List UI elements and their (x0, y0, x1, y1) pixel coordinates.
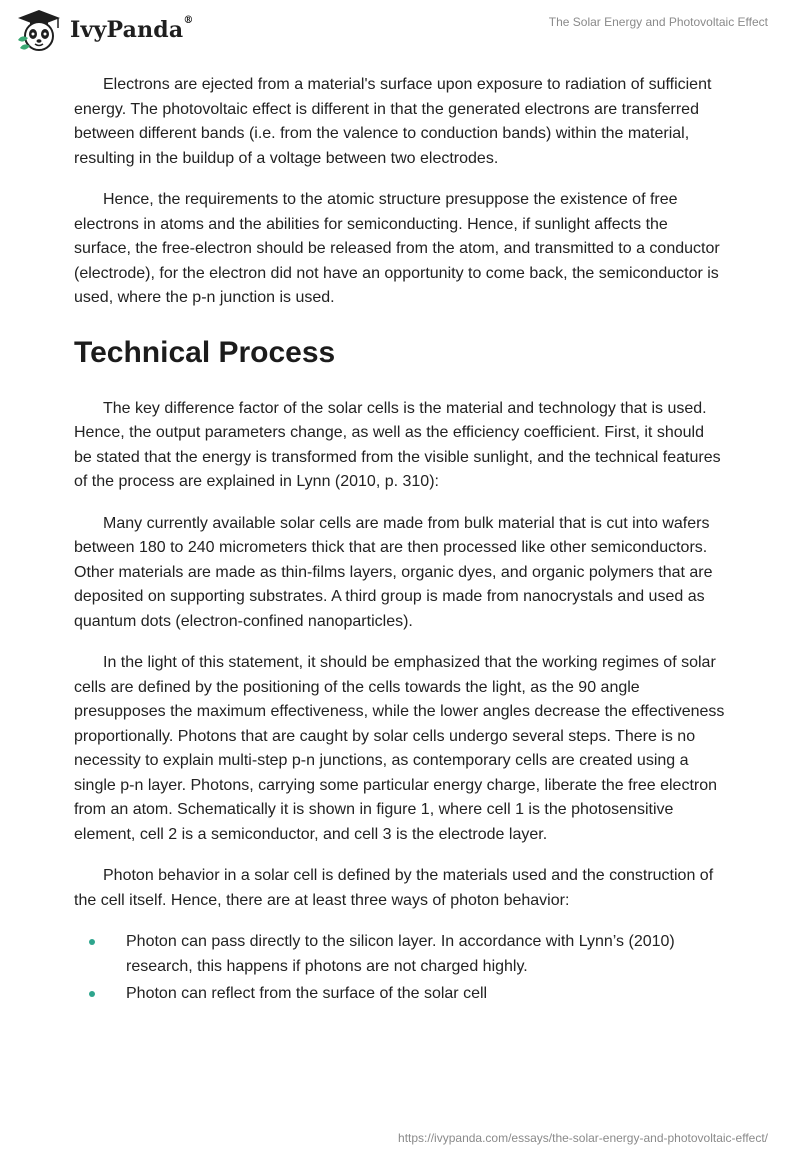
list-item (74, 930, 726, 979)
section-heading: Technical Process (74, 335, 336, 369)
document-title: The Solar Energy and Photovoltaic Effect (548, 15, 768, 29)
bullet-icon (89, 939, 95, 945)
paragraph: The key difference factor of the solar cells is the material and technology that is used. Hence, the output parameters change, as well as the efficiency coefficient. First, it should be stated that the energy is transformed from the visible sunlight, and the technical features of the process are explained in Lynn (2010, p. 310): (74, 399, 721, 490)
registered-mark: ® (183, 15, 194, 26)
ivypanda-logo[interactable] (14, 8, 194, 52)
brand-name: IvyPanda® (70, 15, 194, 43)
panda-graduate-icon (14, 8, 64, 52)
page-header (0, 0, 800, 64)
paragraph: Hence, the requirements to the atomic structure presuppose the existence of free electrons in atoms and the abilities for semiconducting. Hence, if sunlight affects the surface, the free-electron should be released from the atom, and transmitted to a conductor (electrode), for the electron did not have an opportunity to come back, the semiconductor is used, where the p-n junction is used. (74, 191, 720, 306)
bullet-list (74, 930, 726, 1007)
paragraph: In the light of this statement, it should be emphasized that the working regimes of solar cells are defined by the positioning of the cells towards the light, as the 90 angle presupposes the maximum effectiveness, while the lower angles decrease the effectiveness proportionally. Photons that are caught by solar cells undergo several steps. There is no necessity to explain multi-step p-n junctions, as contemporary cells are created using a single p-n layer. Photons, carrying some particular energy charge, liberate the free electron from an atom. Schematically it is shown in figure 1, where cell 1 is the photosensitive element, cell 2 is a semiconductor, and cell 3 is the electrode layer. (74, 654, 725, 843)
list-item-text: Photon can reflect from the surface of the solar cell (126, 985, 488, 1002)
paragraph: Photon behavior in a solar cell is defined by the materials used and the construction of the cell itself. Hence, there are at least three ways of photon behavior: (74, 867, 714, 909)
essay-content (74, 73, 726, 1010)
list-item (74, 982, 726, 1007)
quote-paragraph: Many currently available solar cells are made from bulk material that is cut into wafers between 180 to 240 micrometers thick that are then processed like other semiconductors. Other materials are made as thin-films layers, organic dyes, and organic polymers that are deposited on supporting substrates. A third group is made from nanocrystals and used as quantum dots (electron-confined nanoparticles). (74, 514, 713, 630)
source-url[interactable]: https://ivypanda.com/essays/the-solar-energy-and-photovoltaic-effect/ (398, 1131, 768, 1145)
bullet-icon (89, 991, 95, 997)
paragraph: Electrons are ejected from a material's surface upon exposure to radiation of sufficient energy. The photovoltaic effect is different in that the generated electrons are transferred between different bands (i.e. from the valence to conduction bands) within the material, resulting in the buildup of a voltage between two electrodes. (74, 76, 712, 167)
list-item-text: Photon can pass directly to the silicon layer. In accordance with Lynn’s (2010) research, this happens if photons are not charged highly. (126, 933, 675, 975)
